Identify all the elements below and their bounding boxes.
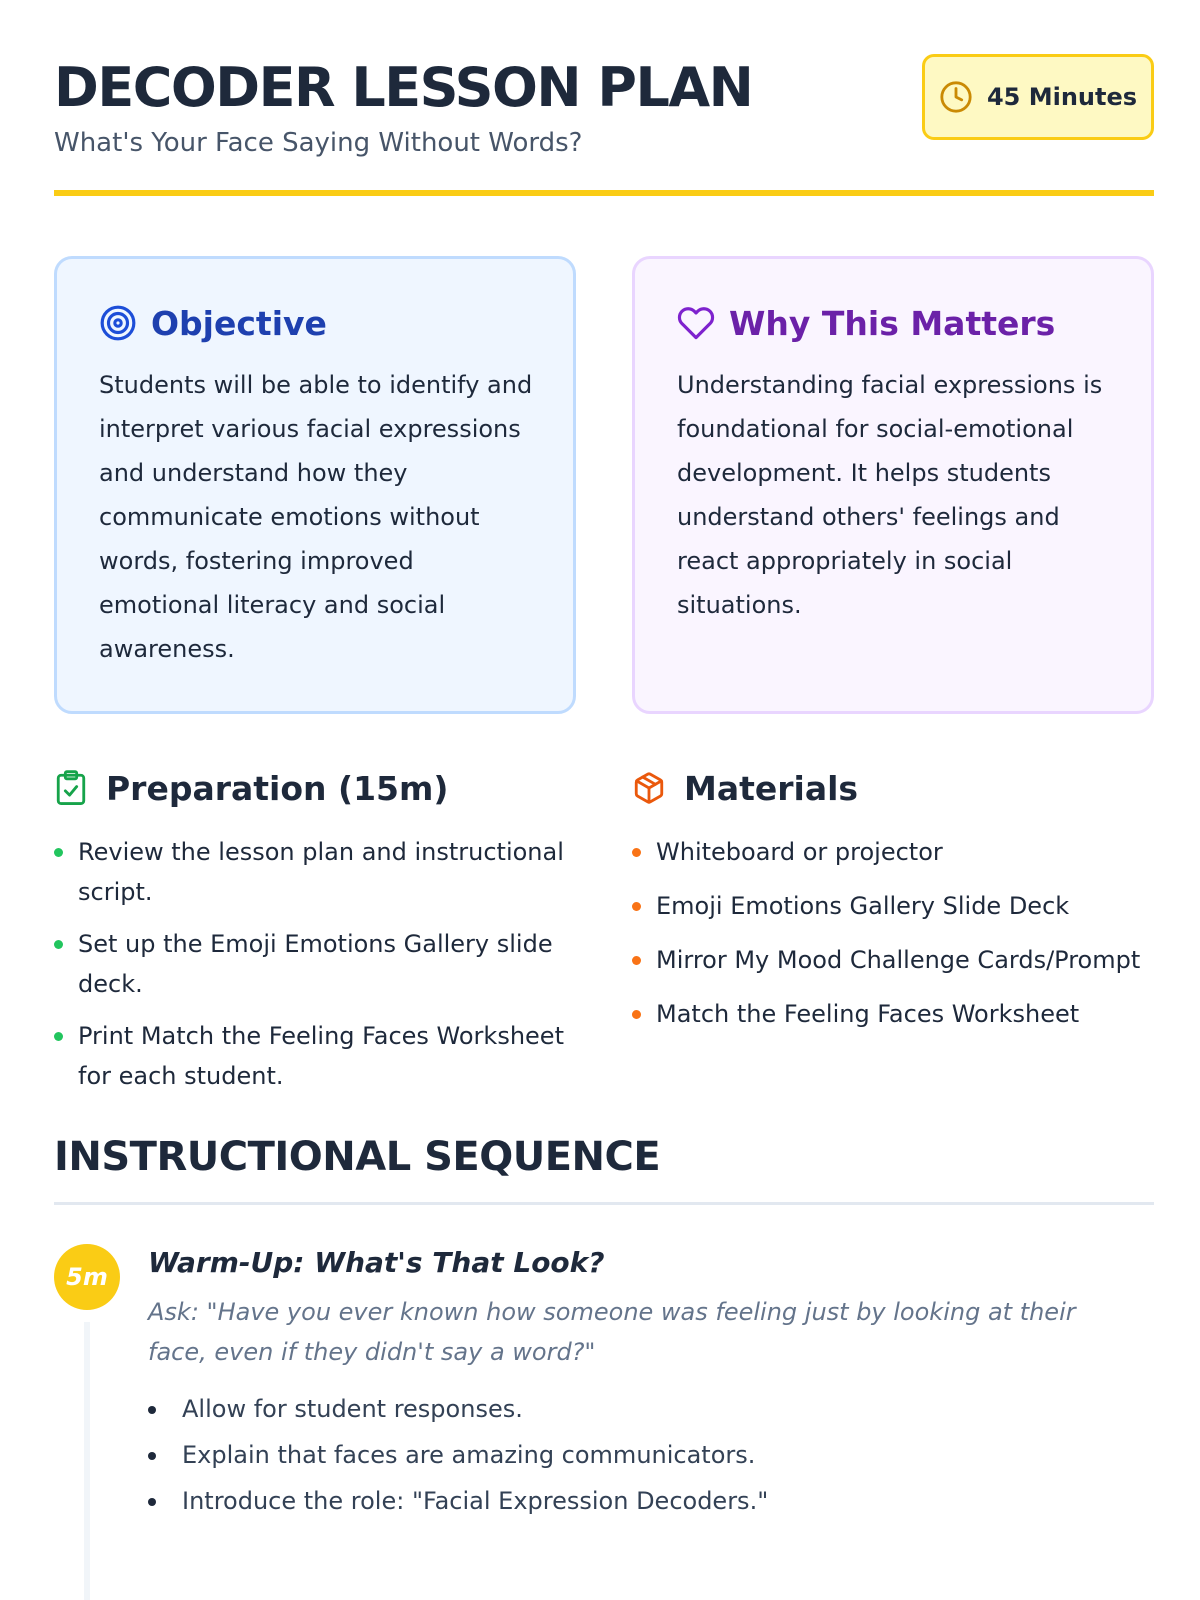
header: [54, 50, 1154, 200]
instructional-sequence-heading: INSTRUCTIONAL SEQUENCE: [54, 1134, 661, 1180]
objective-card: [54, 256, 576, 714]
list-item: Explain that faces are amazing communicators.: [148, 1432, 768, 1478]
step-title: Warm-Up: What's That Look?: [148, 1246, 605, 1279]
step-duration-badge: 5m: [54, 1244, 120, 1310]
clipboard-check-icon: [54, 769, 88, 807]
preparation-heading: Preparation (15m): [106, 768, 449, 808]
objective-header: [99, 301, 533, 345]
package-icon: [632, 769, 666, 807]
page-subtitle: What's Your Face Saying Without Words?: [54, 128, 583, 158]
objective-heading: Objective: [151, 303, 327, 343]
step-list: [148, 1386, 768, 1524]
list-item: Set up the Emoji Emotions Gallery slide deck.: [54, 924, 576, 1004]
step-timeline-line: [84, 1322, 90, 1600]
header-divider: [54, 190, 1154, 196]
step-prompt: Ask: "Have you ever known how someone was feeling just by looking at their face, even if they didn't say a word?": [148, 1298, 1076, 1366]
lesson-plan-page: [54, 0, 1154, 1600]
list-item: Match the Feeling Faces Worksheet: [632, 994, 1154, 1034]
list-item: Introduce the role: "Facial Expression Decoders.": [148, 1478, 768, 1524]
materials-list: [632, 832, 1154, 1034]
why-this-matters-card: [632, 256, 1154, 714]
page-title: DECODER LESSON PLAN: [54, 56, 753, 119]
objective-text: Students will be able to identify and interpret various facial expressions and understand how they communicate emotions without words, fostering improved emotional literacy and social awareness.: [99, 371, 533, 663]
preparation-section: [54, 766, 576, 1108]
duration-label: 45 Minutes: [986, 83, 1138, 111]
duration-badge: [922, 54, 1154, 140]
list-item: Whiteboard or projector: [632, 832, 1154, 872]
sequence-divider: [54, 1202, 1154, 1205]
preparation-list: [54, 832, 576, 1096]
list-item: Allow for student responses.: [148, 1386, 768, 1432]
materials-heading: Materials: [684, 768, 859, 808]
sequence-step: [54, 1240, 1154, 1600]
list-item: Emoji Emotions Gallery Slide Deck: [632, 886, 1154, 926]
preparation-header: [54, 766, 576, 810]
why-header: [677, 301, 1111, 345]
clock-icon: [939, 80, 973, 114]
materials-header: [632, 766, 1154, 810]
heart-icon: [677, 304, 715, 342]
list-item: Review the lesson plan and instructional script.: [54, 832, 576, 912]
why-text: Understanding facial expressions is foundational for social-emotional development. It helps students understand others' feelings and react appropriately in social situations.: [677, 371, 1103, 619]
target-icon: [99, 304, 137, 342]
materials-section: [632, 766, 1154, 1048]
why-heading: Why This Matters: [729, 303, 1056, 343]
list-item: Mirror My Mood Challenge Cards/Prompt: [632, 940, 1154, 980]
list-item: Print Match the Feeling Faces Worksheet for each student.: [54, 1016, 576, 1096]
